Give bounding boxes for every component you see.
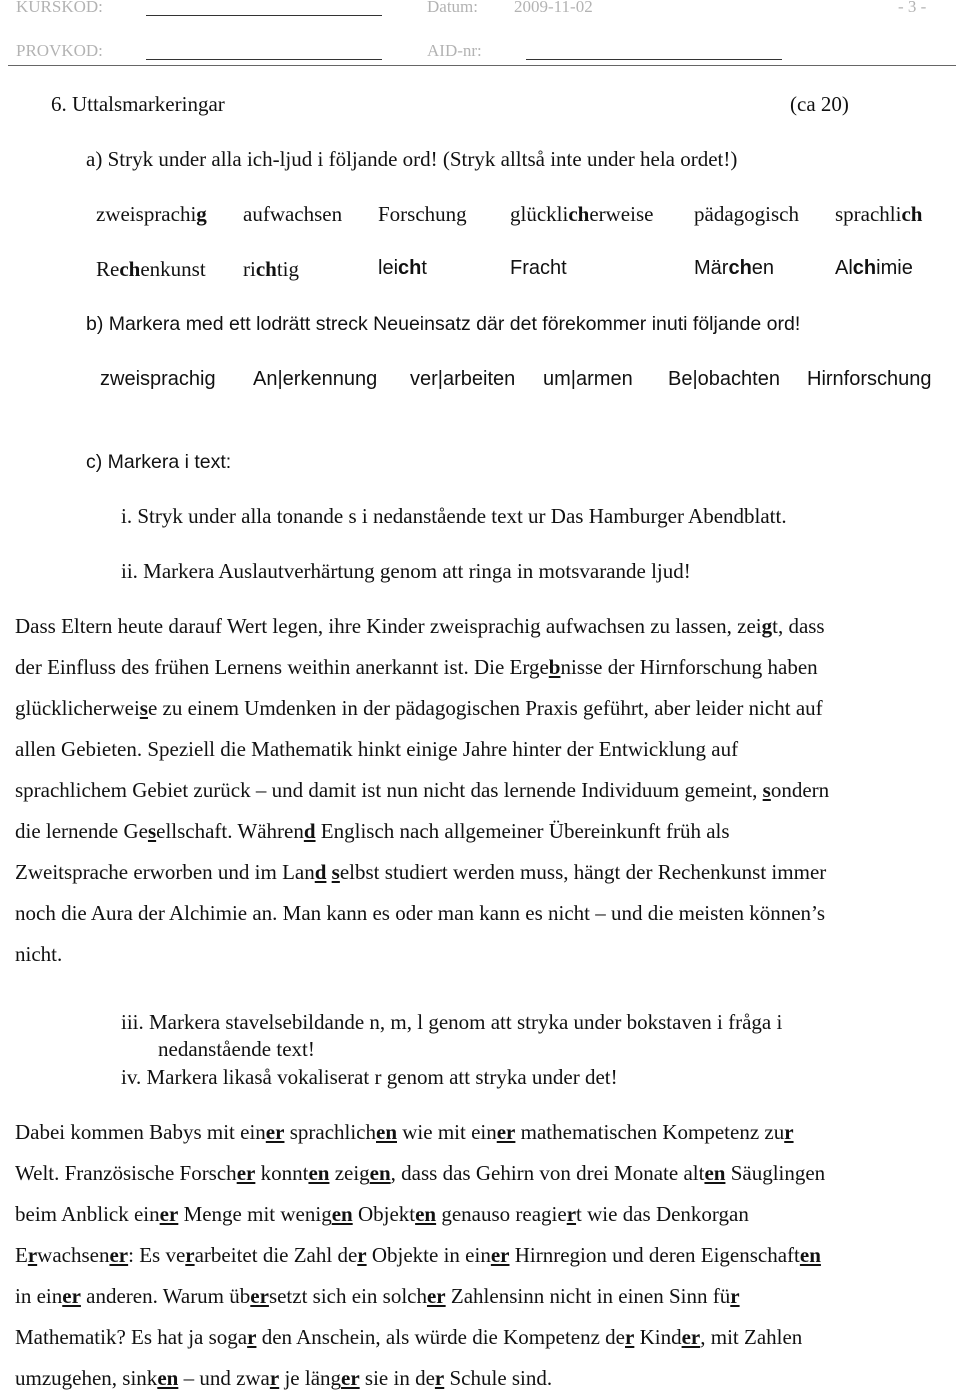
text-block-1 (15, 606, 950, 975)
part-c-item-iii-cont: nedanstående text! (158, 1037, 315, 1061)
text-line (15, 852, 950, 893)
marked-segment: r (434, 1366, 445, 1390)
part-b-instruction: b) Markera med ett lodrätt streck Neueinsatz där det förekommer inuti följande ord! (86, 313, 801, 335)
marked-segment: r (784, 1120, 794, 1144)
page-number: - 3 - (898, 0, 927, 16)
text-line (15, 1276, 950, 1317)
text-line (15, 1153, 950, 1194)
marked-segment: er (496, 1120, 516, 1144)
part-c-item-iv: iv. Markera likaså vokaliserat r genom att stryka under det! (121, 1065, 618, 1089)
word-a1-5: pädagogisch (694, 202, 799, 226)
word-b-3: ver|arbeiten (410, 368, 516, 390)
text-segment: setzt sich ein solch (268, 1284, 427, 1308)
part-c-item-i: i. Stryk under alla tonande s i nedanstående text ur Das Hamburger Abendblatt. (121, 504, 787, 528)
word-b-5: Be|obachten (668, 368, 780, 390)
marked-segment: er (62, 1284, 81, 1308)
text-line (15, 688, 950, 729)
text-segment: in ein (15, 1284, 63, 1308)
section-points: (ca 20) (790, 92, 849, 116)
text-segment: elbst studiert werden muss, hängt der Rechenkunst immer (339, 860, 827, 884)
text-line (15, 770, 950, 811)
text-line (15, 1358, 950, 1399)
text-segment: nisse der Hirnforschung haben (560, 655, 818, 679)
text-segment: zeig (329, 1161, 370, 1185)
text-segment: e zu einem Umdenken in der pädagogischen Praxis geführt, aber leider nicht auf (147, 696, 823, 720)
text-segment: nicht. (15, 942, 63, 966)
marked-segment: d (303, 819, 316, 843)
marked-segment: er (265, 1120, 285, 1144)
text-segment: sprachlichem Gebiet zurück – und damit ist nun nicht das lernende Individuum gemeint, (15, 778, 763, 802)
marked-segment: en (157, 1366, 179, 1390)
section-title: 6. Uttalsmarkeringar (51, 92, 225, 116)
marked-segment: r (625, 1325, 635, 1349)
text-block-2 (15, 1112, 950, 1399)
text-segment: – und zwa (178, 1366, 270, 1390)
text-segment: beim Anblick ein (15, 1202, 160, 1226)
marked-segment: er (681, 1325, 701, 1349)
marked-segment: en (704, 1161, 726, 1185)
word-a2-6: Alchimie (835, 257, 913, 279)
kurskod-label: KURSKOD: (16, 0, 103, 16)
text-segment: Objekte in ein (366, 1243, 491, 1267)
word-b-4: um|armen (543, 368, 633, 390)
marked-segment: s (331, 860, 340, 884)
text-segment: , dass das Gehirn von drei Monate alt (390, 1161, 705, 1185)
text-segment: arbeitet die Zahl de (194, 1243, 358, 1267)
header-divider (8, 65, 956, 66)
word-a2-3: leicht (378, 257, 427, 279)
word-a1-6: sprachlich (835, 202, 923, 226)
text-segment: sie in de (359, 1366, 435, 1390)
marked-segment: en (331, 1202, 353, 1226)
text-segment: Zweitsprache erworben und im Lan (15, 860, 315, 884)
marked-segment: er (236, 1161, 256, 1185)
text-segment: konnt (255, 1161, 309, 1185)
text-line (15, 1194, 950, 1235)
provkod-label: PROVKOD: (16, 41, 103, 60)
marked-segment: d (314, 860, 327, 884)
text-segment: den Anschein, als würde die Kompetenz de (256, 1325, 625, 1349)
marked-segment: er (159, 1202, 179, 1226)
kurskod-blank (146, 15, 382, 16)
word-a2-5: Märchen (694, 257, 775, 279)
text-segment: glücklicherwei (15, 696, 140, 720)
marked-segment: en (415, 1202, 437, 1226)
marked-segment: r (247, 1325, 257, 1349)
text-segment: Mathematik? Es hat ja soga (15, 1325, 248, 1349)
text-line (15, 811, 950, 852)
datum-value: 2009-11-02 (514, 0, 593, 16)
text-segment: Menge mit wenig (178, 1202, 332, 1226)
provkod-blank (146, 59, 382, 60)
marked-segment: r (566, 1202, 577, 1226)
word-a1-3: Forschung (378, 202, 467, 226)
text-line (15, 893, 950, 934)
text-line (15, 934, 950, 975)
word-a2-4: Fracht (510, 257, 567, 279)
text-segment: je läng (279, 1366, 342, 1390)
text-segment: allen Gebieten. Speziell die Mathematik hinkt einige Jahre hinter der Entwicklung auf (15, 737, 739, 761)
marked-segment: en (308, 1161, 330, 1185)
text-segment: mathematischen Kompetenz zu (515, 1120, 785, 1144)
text-segment: Kind (634, 1325, 682, 1349)
text-segment: ondern (770, 778, 830, 802)
marked-segment: r (27, 1243, 38, 1267)
marked-segment: er (250, 1284, 269, 1308)
part-c-instruction: c) Markera i text: (86, 451, 232, 473)
text-segment: noch die Aura der Alchimie an. Man kann es oder man kann es nicht – und die meisten können’s (15, 901, 826, 925)
marked-segment: en (799, 1243, 821, 1267)
text-segment: Hirnregion und deren Eigenschaft (509, 1243, 800, 1267)
text-segment: Englisch nach allgemeiner Übereinkunft früh als (315, 819, 730, 843)
text-line (15, 729, 950, 770)
text-segment: der Einfluss des frühen Lernens weithin anerkannt ist. Die Erge (15, 655, 549, 679)
text-segment: anderen. Warum üb (80, 1284, 251, 1308)
text-segment: t wie das Denkorgan (576, 1202, 749, 1226)
word-a2-1: Rechenkunst (96, 257, 206, 281)
text-segment: wie mit ein (397, 1120, 497, 1144)
text-segment: : Es ve (128, 1243, 186, 1267)
word-a1-2: aufwachsen (243, 202, 343, 226)
marked-segment: en (376, 1120, 397, 1144)
text-segment: sprachlich (284, 1120, 376, 1144)
marked-segment: g (761, 614, 773, 638)
marked-segment: s (762, 778, 771, 802)
text-segment: wachsen (37, 1243, 110, 1267)
text-segment: t, dass (772, 614, 825, 638)
text-segment: Dass Eltern heute darauf Wert legen, ihre Kinder zweisprachig aufwachsen zu lassen, zei (15, 614, 762, 638)
marked-segment: b (548, 655, 561, 679)
text-segment: Objekt (352, 1202, 416, 1226)
text-segment: genauso reagie (436, 1202, 567, 1226)
marked-segment: r (357, 1243, 367, 1267)
word-a1-1: zweisprachig (96, 202, 207, 226)
text-segment: ellschaft. Währen (156, 819, 304, 843)
text-line (15, 647, 950, 688)
marked-segment: r (269, 1366, 280, 1390)
text-segment: Säuglingen (725, 1161, 826, 1185)
word-b-6: Hirnforschung (807, 368, 932, 390)
part-a-instruction: a) Stryk under alla ich-ljud i följande ord! (Stryk alltså inte under hela ordet!) (86, 147, 738, 171)
text-segment: , mit Zahlen (700, 1325, 803, 1349)
part-c-item-ii: ii. Markera Auslautverhärtung genom att ringa in motsvarande ljud! (121, 559, 691, 583)
marked-segment: er (341, 1366, 360, 1390)
marked-segment: s (147, 819, 157, 843)
text-segment: E (15, 1243, 28, 1267)
text-segment: Schule sind. (444, 1366, 553, 1390)
marked-segment: er (490, 1243, 510, 1267)
text-line (15, 606, 950, 647)
word-b-2: An|erkennung (253, 368, 378, 390)
text-segment: umzugehen, sink (15, 1366, 158, 1390)
marked-segment: r (185, 1243, 195, 1267)
text-line (15, 1317, 950, 1358)
part-c-item-iii: iii. Markera stavelsebildande n, m, l genom att stryka under bokstaven i fråga i (121, 1010, 783, 1034)
marked-segment: r (730, 1284, 740, 1308)
word-a2-2: richtig (243, 257, 299, 281)
text-line (15, 1235, 950, 1276)
word-b-1: zweisprachig (100, 368, 216, 390)
aid-blank (526, 59, 782, 60)
marked-segment: s (139, 696, 148, 720)
word-a1-4: glücklicherweise (510, 202, 654, 226)
text-segment: Zahlensinn nicht in einen Sinn fü (445, 1284, 731, 1308)
aid-label: AID-nr: (427, 41, 482, 60)
text-line (15, 1112, 950, 1153)
datum-label: Datum: (427, 0, 478, 16)
text-segment: Welt. Französische Forsch (15, 1161, 237, 1185)
marked-segment: er (109, 1243, 129, 1267)
marked-segment: er (426, 1284, 446, 1308)
marked-segment: en (369, 1161, 391, 1185)
text-segment: Dabei kommen Babys mit ein (15, 1120, 266, 1144)
text-segment: die lernende Ge (15, 819, 148, 843)
